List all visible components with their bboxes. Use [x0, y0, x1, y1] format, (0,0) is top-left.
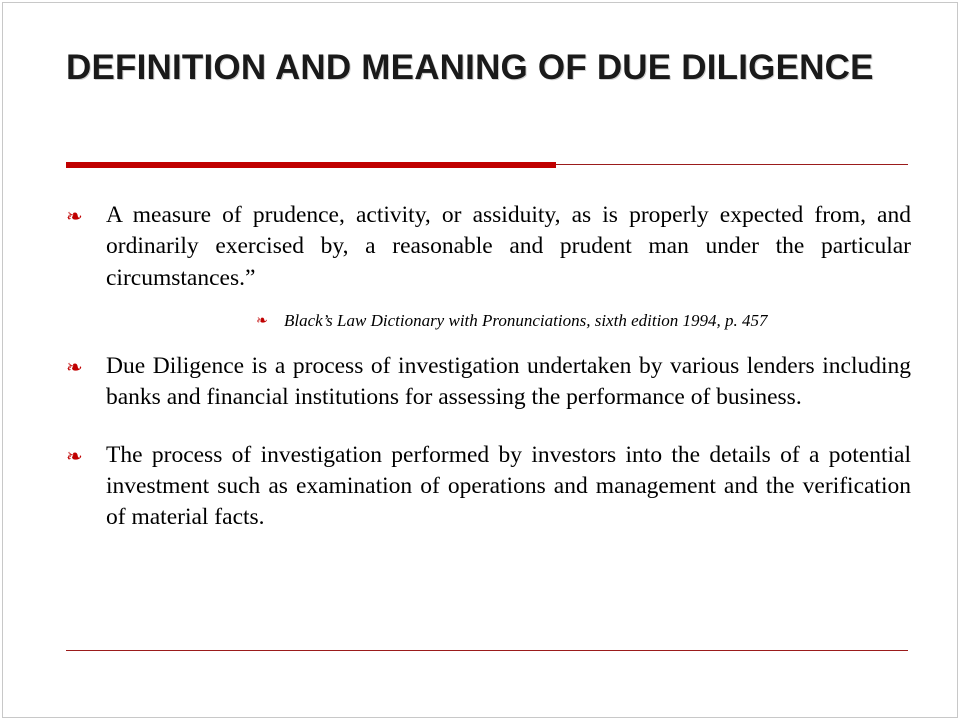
divider-accent-bar	[66, 162, 556, 168]
list-item-text: Due Diligence is a process of investigation undertaken by various lenders including banks and financial institutions for assessing the performance of business.	[106, 352, 911, 411]
page-title: DEFINITION AND MEANING OF DUE DILIGENCE	[66, 48, 874, 87]
bullet-icon: ❧	[66, 443, 83, 468]
bullet-icon: ❧	[66, 354, 83, 379]
list-item-text: A measure of prudence, activity, or assiduity, as is properly expected from, and ordinarily exercised by, a reasonable and prudent man under the particular circumstances.”	[106, 202, 911, 291]
list-item-citation	[66, 310, 911, 332]
slide-body	[66, 200, 911, 560]
list-item-text: The process of investigation performed by investors into the details of a potential investment such as examination of operations and management and the verification of material facts.	[106, 441, 911, 531]
list-item	[66, 351, 911, 414]
bullet-icon: ❧	[256, 313, 268, 330]
footer-divider	[66, 650, 908, 651]
bullet-icon: ❧	[66, 204, 83, 228]
list-item	[66, 440, 911, 534]
title-divider	[66, 160, 908, 170]
citation-text: Black’s Law Dictionary with Pronunciations, sixth edition 1994, p. 457	[284, 311, 768, 331]
list-item	[66, 200, 911, 294]
